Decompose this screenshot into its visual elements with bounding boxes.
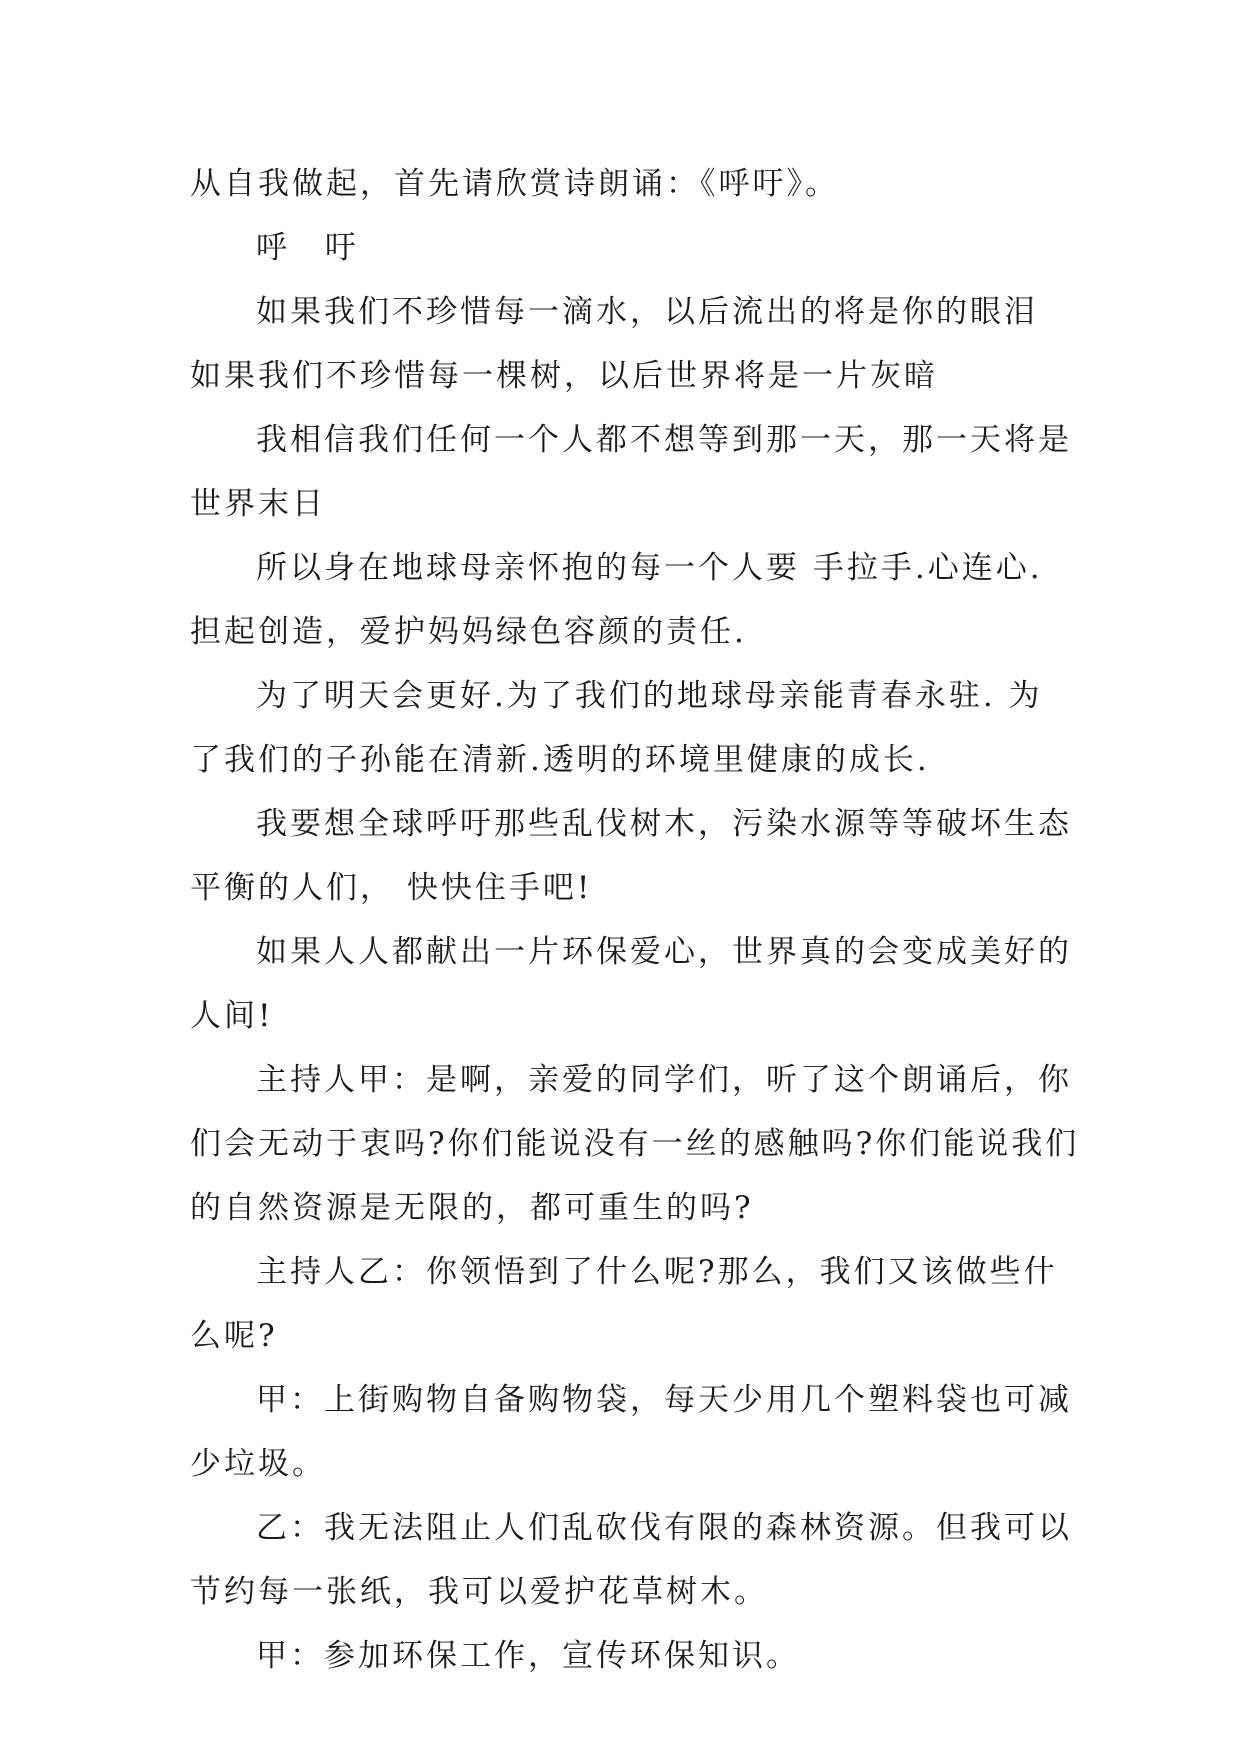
document-body xyxy=(190,152,1080,1688)
text-line: 甲：上街购物自备购物袋，每天少用几个塑料袋也可减 xyxy=(256,1382,1072,1418)
text-line: 主持人乙：你领悟到了什么呢?那么，我们又该做些什 xyxy=(256,1254,1058,1290)
text-line: 如果人人都献出一片环保爱心，世界真的会变成美好的 xyxy=(256,934,1072,970)
text-line: 如果我们不珍惜每一滴水，以后流出的将是你的眼泪 xyxy=(256,294,1038,330)
text-line: 平衡的人们， 快快住手吧! xyxy=(190,870,593,906)
text-line: 世界末日 xyxy=(190,486,326,522)
poem-title: 呼 吁 xyxy=(256,230,370,266)
text-line: 么呢? xyxy=(190,1318,278,1354)
text-line: 我要想全球呼吁那些乱伐树木，污染水源等等破坏生态 xyxy=(256,806,1072,842)
text-line: 所以身在地球母亲怀抱的每一个人要 手拉手.心连心. xyxy=(256,550,1043,586)
text-line: 们会无动于衷吗?你们能说没有一丝的感触吗?你们能说我们 xyxy=(190,1126,1080,1162)
text-line: 了我们的子孙能在清新.透明的环境里健康的成长. xyxy=(190,742,930,778)
text-line: 主持人甲：是啊，亲爱的同学们，听了这个朗诵后，你 xyxy=(256,1062,1072,1098)
text-line: 的自然资源是无限的，都可重生的吗? xyxy=(190,1190,754,1226)
text-line: 如果我们不珍惜每一棵树，以后世界将是一片灰暗 xyxy=(190,358,938,394)
text-line: 甲：参加环保工作，宣传环保知识。 xyxy=(256,1638,800,1674)
text-line: 节约每一张纸，我可以爱护花草树木。 xyxy=(190,1574,768,1610)
text-line: 人间! xyxy=(190,998,274,1034)
text-line: 为了明天会更好.为了我们的地球母亲能青春永驻. 为 xyxy=(256,678,1043,714)
text-line: 从自我做起，首先请欣赏诗朗诵：《呼吁》。 xyxy=(190,166,839,202)
text-line: 乙：我无法阻止人们乱砍伐有限的森林资源。但我可以 xyxy=(256,1510,1072,1546)
text-line: 我相信我们任何一个人都不想等到那一天，那一天将是 xyxy=(256,422,1072,458)
text-line: 担起创造，爱护妈妈绿色容颜的责任. xyxy=(190,614,747,650)
text-line: 少垃圾。 xyxy=(190,1446,326,1482)
